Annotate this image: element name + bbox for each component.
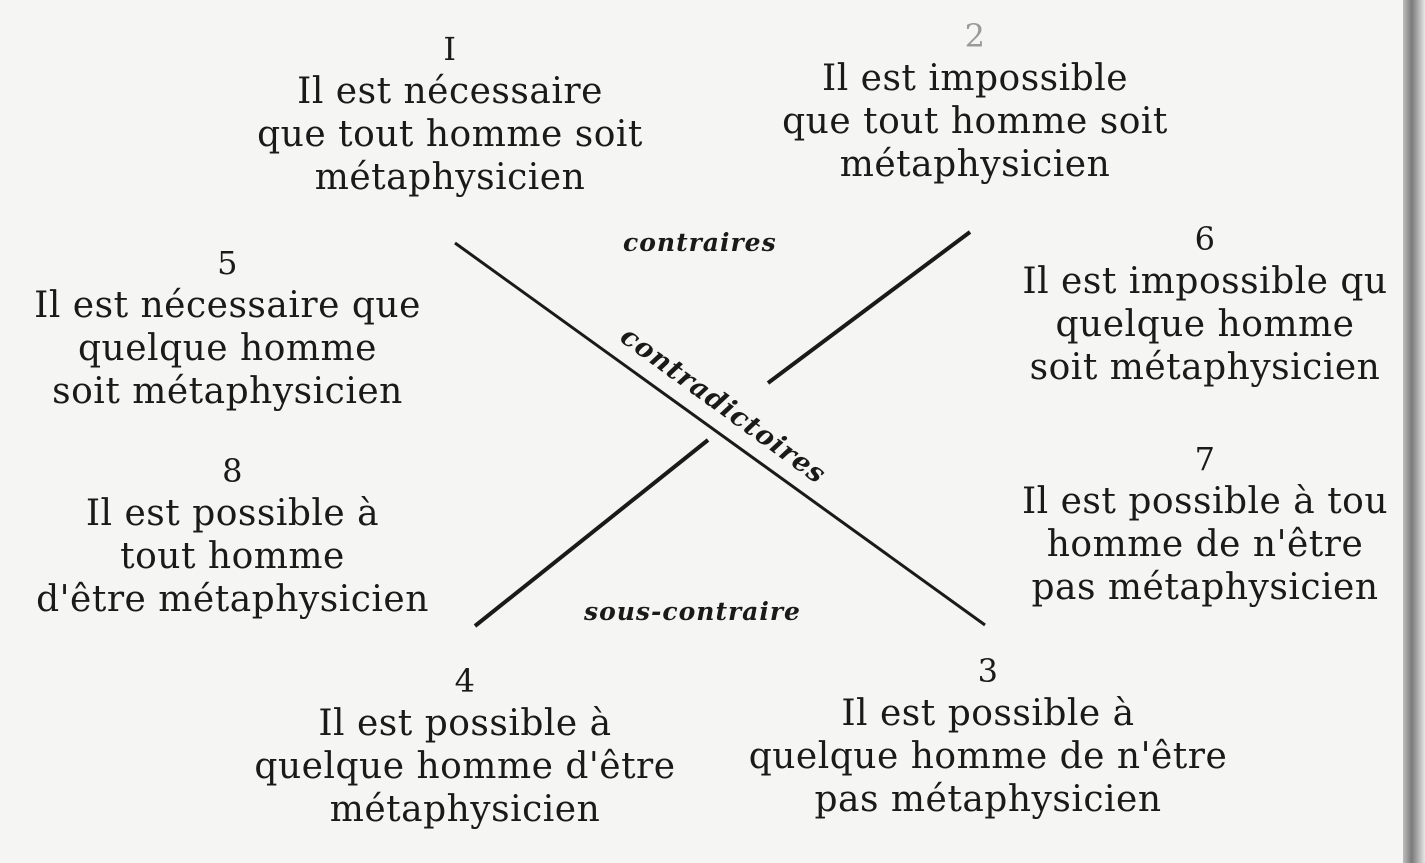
proposition-line: Il est impossible qu (1022, 261, 1388, 302)
proposition-3 (718, 650, 1258, 821)
proposition-line: homme de n'être (1046, 524, 1364, 565)
proposition-line: Il est possible à (318, 703, 612, 744)
proposition-line: que tout homme soit (257, 114, 643, 155)
proposition-number: 2 (964, 17, 986, 55)
proposition-line: métaphysicien (329, 789, 601, 830)
relation-label-sous-contraire: sous-contraire (584, 597, 801, 626)
proposition-line: Il est possible à (85, 493, 380, 534)
proposition-line: Il est possible à tou (1021, 481, 1389, 522)
proposition-6 (985, 218, 1425, 389)
proposition-2 (745, 15, 1205, 186)
proposition-1 (220, 28, 680, 199)
proposition-7 (985, 438, 1425, 609)
proposition-line: métaphysicien (314, 157, 586, 198)
proposition-line: Il est impossible (821, 58, 1129, 99)
proposition-number: 3 (977, 652, 999, 690)
proposition-line: soit métaphysicien (52, 371, 403, 412)
proposition-5 (0, 242, 455, 413)
proposition-line: pas métaphysicien (814, 779, 1162, 820)
proposition-number: I (443, 30, 457, 68)
proposition-line: Il est nécessaire que (34, 285, 421, 326)
contradiction-line-main (455, 243, 985, 625)
proposition-number: 7 (1194, 440, 1216, 478)
proposition-number: 8 (222, 452, 243, 490)
proposition-line: quelque homme (78, 328, 377, 369)
proposition-line: quelque homme d'être (254, 746, 676, 787)
proposition-line: pas métaphysicien (1031, 567, 1379, 608)
proposition-number: 6 (1194, 220, 1216, 258)
proposition-line: Il est possible à (841, 693, 1135, 734)
relation-label-contraires: contraires (623, 228, 777, 257)
proposition-number: 5 (217, 244, 238, 282)
contradiction-line-upper (768, 232, 970, 383)
proposition-line: quelque homme (1055, 304, 1355, 345)
proposition-line: Il est nécessaire (297, 71, 603, 112)
proposition-line: tout homme (120, 536, 345, 577)
proposition-4 (225, 660, 705, 831)
proposition-8 (5, 450, 460, 621)
proposition-number: 4 (454, 662, 476, 700)
proposition-line: d'être métaphysicien (36, 579, 429, 620)
proposition-line: soit métaphysicien (1029, 347, 1381, 388)
page-edge-shadow (1403, 0, 1425, 863)
proposition-line: que tout homme soit (782, 101, 1168, 142)
proposition-line: quelque homme de n'être (748, 736, 1228, 777)
proposition-line: métaphysicien (839, 144, 1111, 185)
relation-label-contradictoires: contradictoires (614, 320, 832, 491)
